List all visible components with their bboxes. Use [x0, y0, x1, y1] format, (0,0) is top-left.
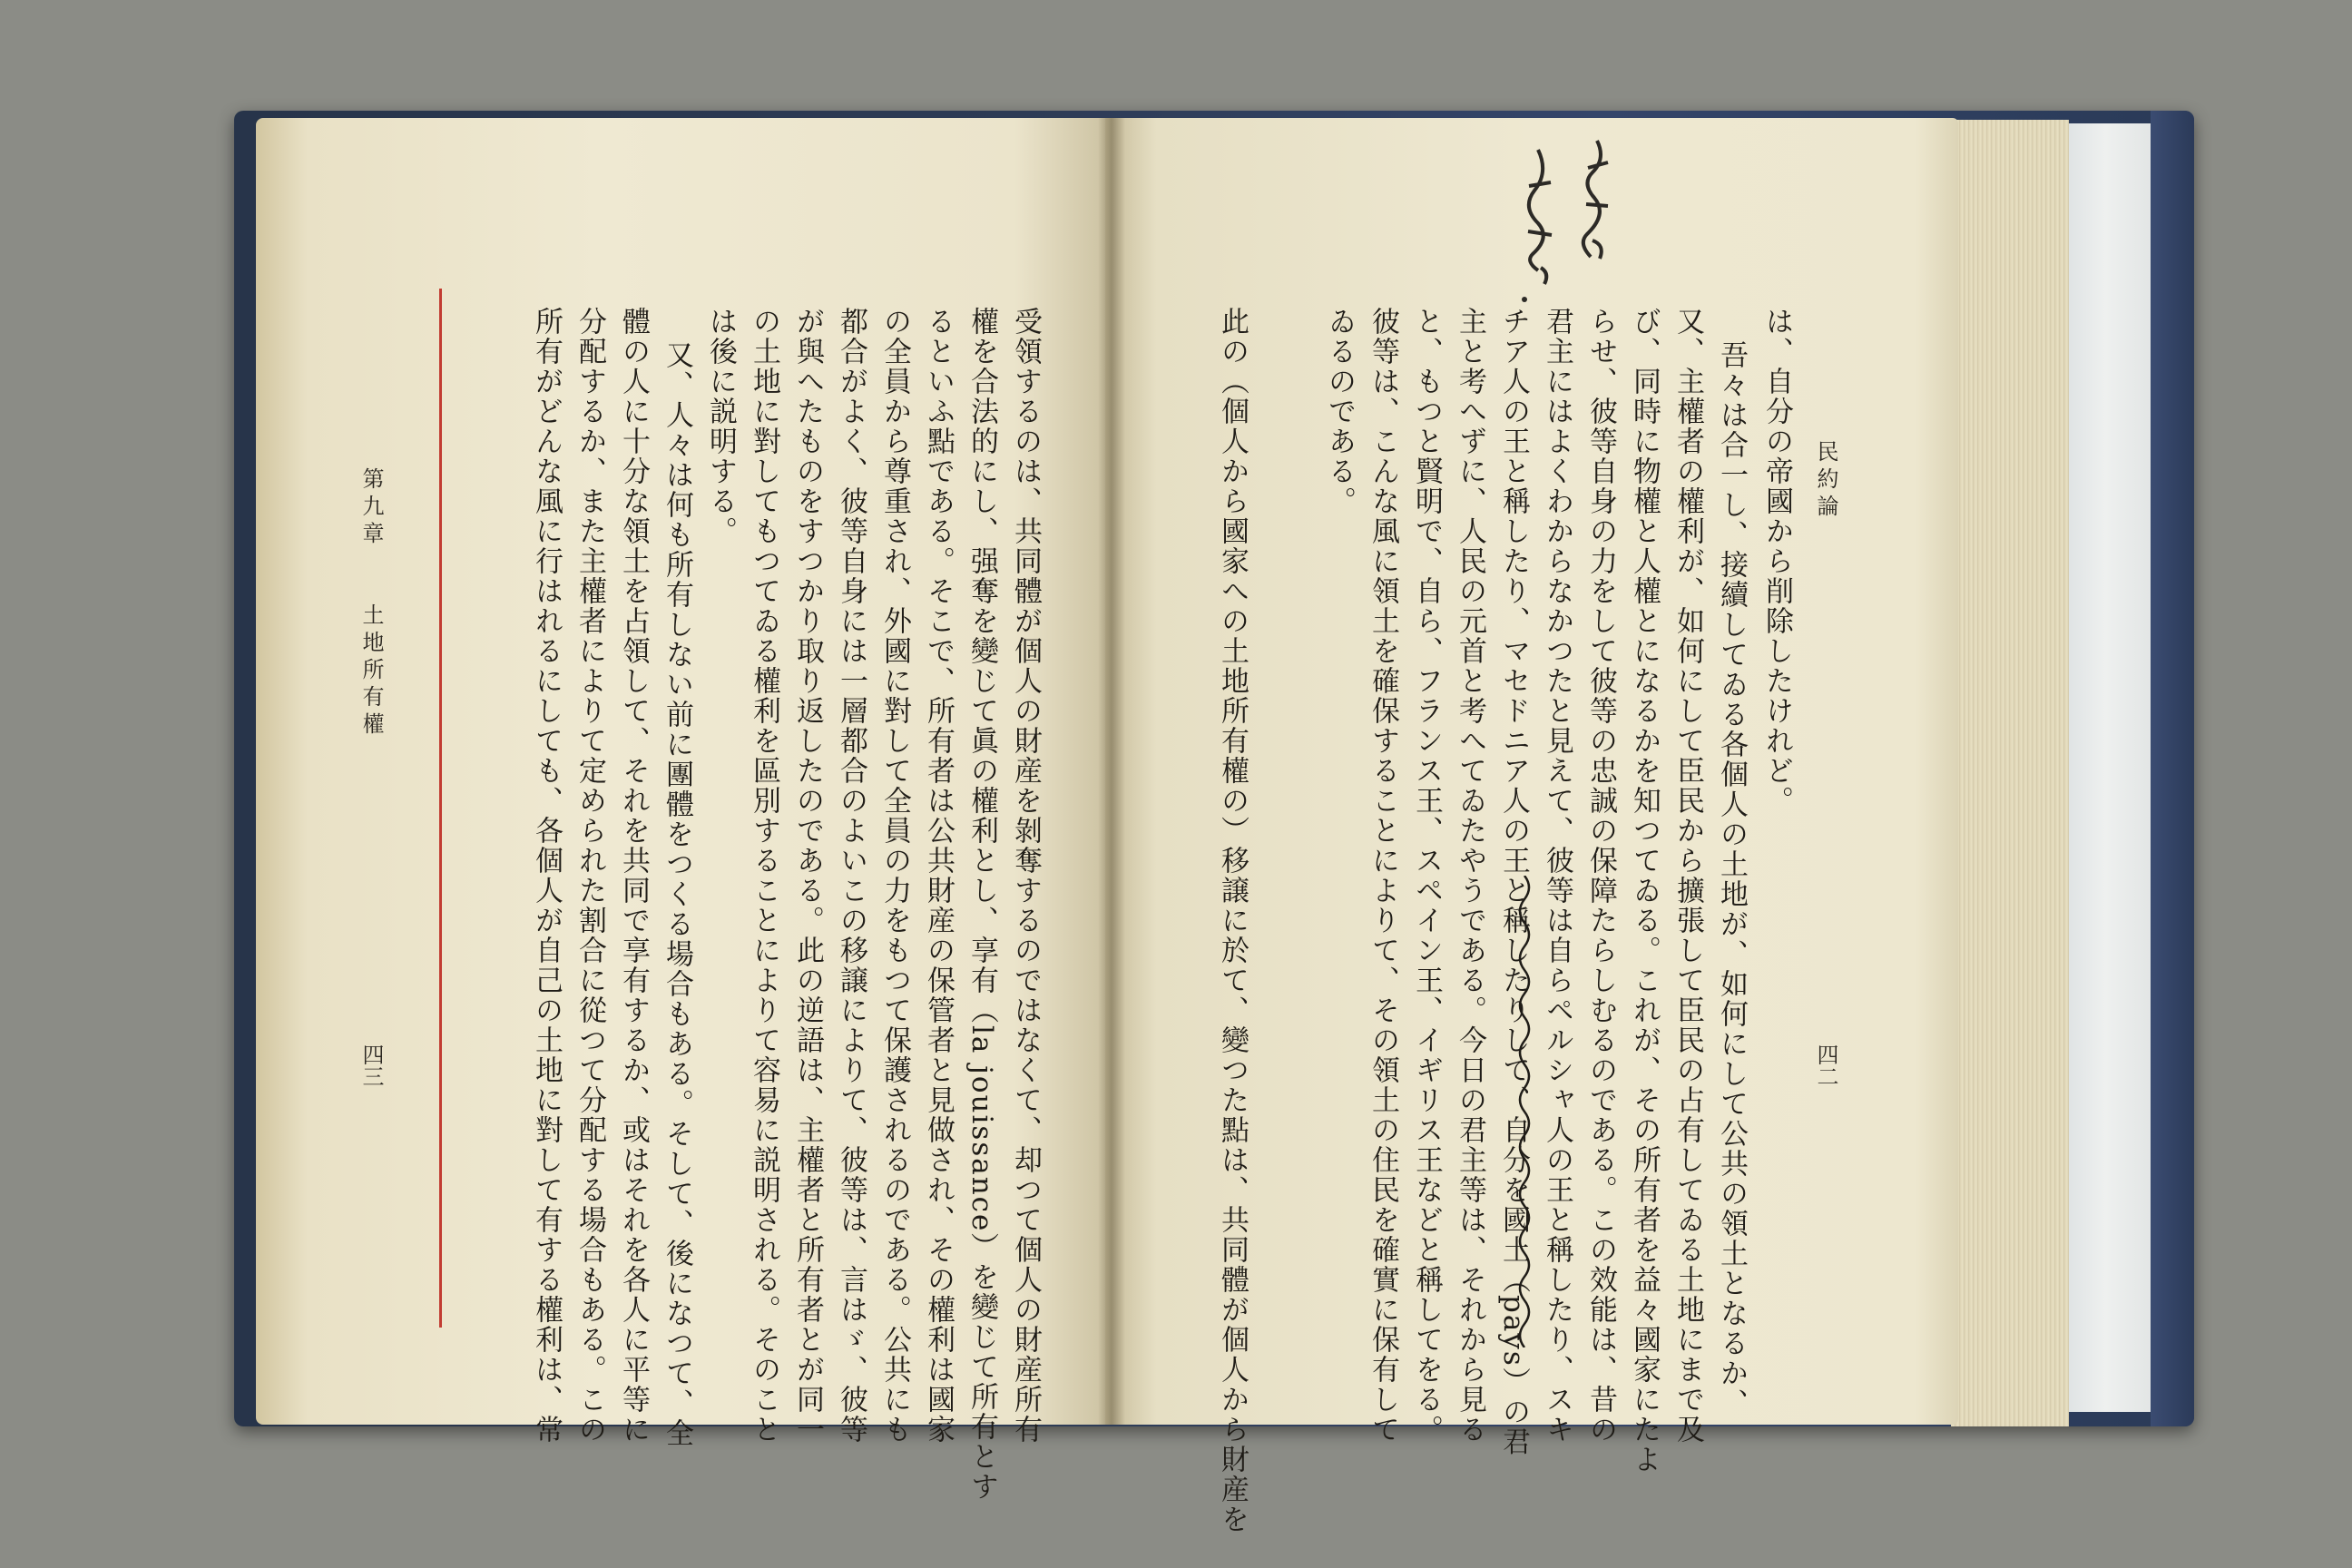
text-line: の土地に對してもつてゐる權利を區別することによりて容易に説明される。そのこと	[748, 307, 780, 1445]
text-line: 吾々は合一し、接續してゐる各個人の土地が、如何にして公共の領土となるか、	[1715, 340, 1748, 1418]
text-line: と、もつと賢明で、自ら、フランス王、スペイン王、イギリス王などと稱してをる。	[1410, 307, 1443, 1445]
text-line: は後に説明する。	[704, 307, 737, 546]
text-line: 此の（個人から國家への土地所有權の）移譲に於て、變つた點は、共同體が個人から財産を	[1216, 307, 1249, 1534]
page-stack-edges	[1951, 120, 2069, 1426]
running-header: 民約論	[1813, 440, 1838, 522]
text-line: が與へたものをすつかり取り返したのである。此の逆語は、主權者と所有者とが同一	[791, 307, 824, 1445]
text-line: の全員から尊重され、外國に對して全員の力をもつて保護されるのである。公共にも	[878, 307, 911, 1445]
page-number-right: 四二	[1813, 1044, 1838, 1087]
chapter-label: 第九章	[358, 467, 384, 549]
text-line: 都合がよく、彼等自身には一層都合のよいこの移譲によりて、彼等は、言はゞ、彼等	[835, 307, 867, 1445]
text-line: チア人の王と稱したり、マセドニア人の王と稱したりして、自分を國土（pays）の君	[1497, 307, 1530, 1457]
handwritten-note-icon	[1488, 132, 1624, 313]
text-line: 君主にはよくわからなかつたと見えて、彼等は自らペルシャ人の王と稱したり、スキ	[1541, 307, 1573, 1445]
text-line: 權を合法的にし、强奪を變じて眞の權利とし、享有（la jouissance）を變じて所有とす	[965, 307, 998, 1503]
wavy-underline-mark	[1511, 876, 1538, 1348]
red-pencil-line	[439, 289, 442, 1328]
text-line: ゐるのである。	[1323, 307, 1356, 516]
text-line: は、自分の帝國から削除したけれど。	[1760, 307, 1793, 816]
text-line: 又、人々は何も所有しない前に團體をつくる場合もある。そして、後になつて、全	[661, 340, 693, 1448]
text-line: 受領するのは、共同體が個人の財産を剝奪するのではなくて、却つて個人の財産所有	[1009, 307, 1042, 1445]
page-number-left: 四三	[358, 1044, 384, 1087]
text-line: 又、主權者の權利が、如何にして臣民から擴張して臣民の占有してゐる土地にまで及	[1671, 307, 1704, 1445]
text-line: るといふ點である。そこで、所有者は公共財産の保管者と見做され、その權利は國家	[922, 307, 955, 1445]
text-line: 彼等は、こんな風に領土を確保することによりて、その領土の住民を確實に保有して	[1367, 307, 1399, 1445]
text-line: 所有がどんな風に行はれるにしても、各個人が自己の土地に對して有する權利は、常	[530, 307, 563, 1445]
book-gutter	[1098, 118, 1125, 1425]
chapter-title: 土地所有權	[358, 603, 384, 740]
text-line: 主と考へずに、人民の元首と考へてゐたやうである。今日の君主等は、それから見る	[1454, 307, 1486, 1445]
text-line: らせ、彼等自身の力をして彼等の忠誠の保障たらしむるのである。この效能は、昔の	[1584, 307, 1617, 1445]
text-line: び、同時に物權と人權とになるかを知つてゐる。これが、その所有者を益々國家にたよ	[1628, 307, 1661, 1475]
book-cover-edge	[2151, 111, 2194, 1426]
text-line: 分配するか、また主權者によりて定められた割合に從つて分配する場合もある。この	[573, 307, 606, 1445]
text-line: 體の人に十分な領土を占領して、それを共同で享有するか、或はそれを各人に平等に	[617, 307, 650, 1445]
